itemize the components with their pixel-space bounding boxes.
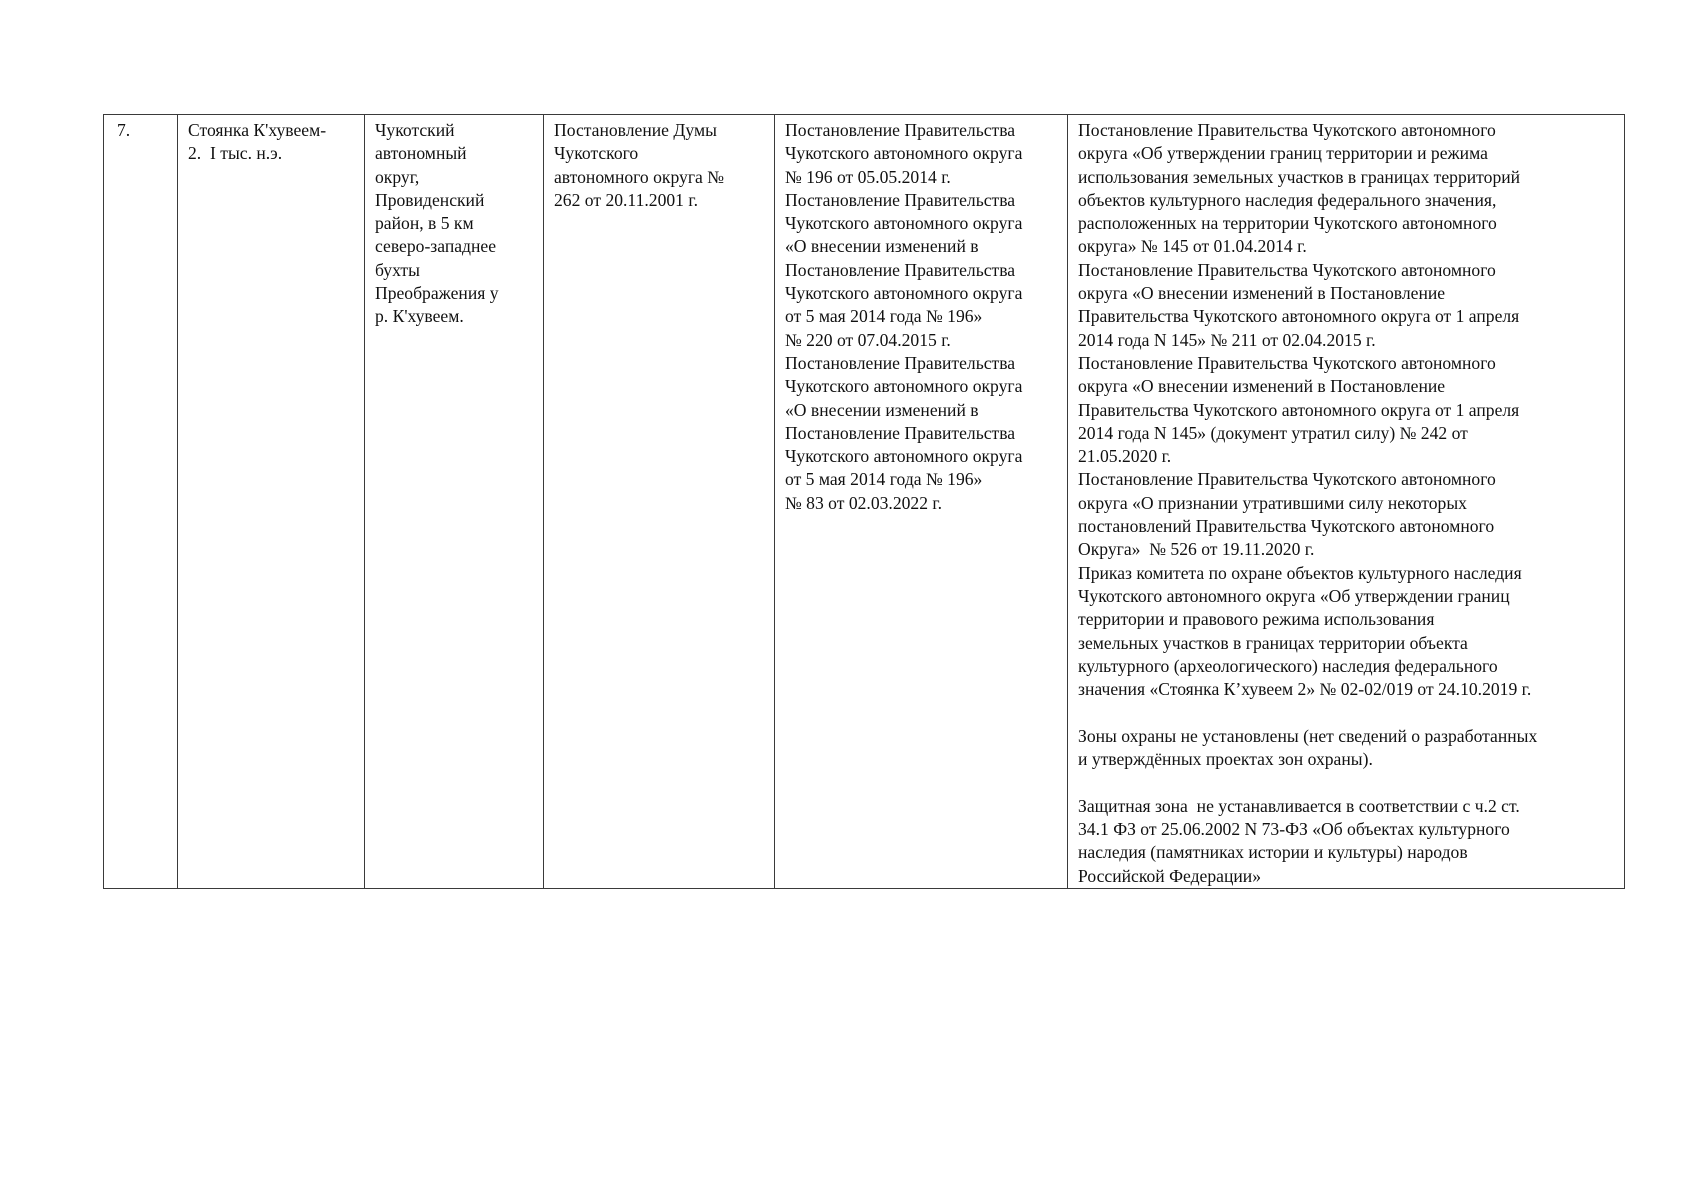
boundaries-line: использования земельных участков в границах территорий: [1078, 166, 1521, 187]
object-name-line: 2. I тыс. н.э.: [188, 143, 283, 164]
government-decree-line: Постановление Правительства: [785, 120, 1016, 140]
location-line: округ,: [375, 166, 420, 187]
zones-line: и утверждённых проектах зон охраны).: [1078, 749, 1373, 770]
boundaries-line: земельных участков в границах территории объекта: [1078, 632, 1468, 653]
boundaries-line: объектов культурного наследия федерального значения,: [1078, 189, 1497, 210]
government-decree-line: Чукотского автономного округа: [785, 213, 1023, 234]
protection-decision-line: 262 от 20.11.2001 г.: [554, 189, 698, 210]
government-decree-line: Чукотского автономного округа: [785, 283, 1023, 304]
government-decree-line: от 5 мая 2014 года № 196»: [785, 469, 983, 490]
boundaries-line: округа «О внесении изменений в Постановление: [1078, 376, 1446, 397]
location-line: Преображения у: [375, 283, 499, 304]
location-line: северо-западнее: [375, 236, 497, 257]
government-decree-line: Постановление Правительства: [785, 189, 1016, 210]
boundaries-line: постановлений Правительства Чукотского автономного: [1078, 516, 1495, 537]
boundaries-line: Правительства Чукотского автономного округа от 1 апреля: [1078, 399, 1520, 420]
government-decree-line: № 83 от 02.03.2022 г.: [785, 492, 943, 513]
boundaries-line: Постановление Правительства Чукотского автономного: [1078, 259, 1496, 280]
protection-decision-line: Постановление Думы: [554, 120, 717, 140]
boundaries-line: значения «Стоянка К’хувеем 2» № 02-02/019 от 24.10.2019 г.: [1078, 679, 1532, 700]
paragraph-gap: [1078, 701, 1616, 724]
boundaries-line: Приказ комитета по охране объектов культурного наследия: [1078, 562, 1522, 583]
row-number-cell: [104, 115, 178, 889]
protective-zone-line: 34.1 ФЗ от 25.06.2002 N 73-ФЗ «Об объектах культурного: [1078, 818, 1510, 839]
boundaries-line: Правительства Чукотского автономного округа от 1 апреля: [1078, 306, 1520, 327]
boundaries-line: 2014 года N 145» № 211 от 02.04.2015 г.: [1078, 329, 1376, 350]
zones-line: Зоны охраны не установлены (нет сведений о разработанных: [1078, 725, 1538, 746]
boundaries-line: округа «О внесении изменений в Постановление: [1078, 283, 1446, 304]
government-decree-line: «О внесении изменений в: [785, 399, 979, 420]
boundaries-line: округа «Об утверждении границ территории и режима: [1078, 143, 1488, 164]
boundaries-line: Чукотского автономного округа «Об утверждении границ: [1078, 585, 1510, 606]
government-decree-line: «О внесении изменений в: [785, 236, 979, 257]
boundaries-line: Постановление Правительства Чукотского автономного: [1078, 469, 1496, 490]
location-line: Провиденский: [375, 189, 485, 210]
government-decree-line: Постановление Правительства: [785, 422, 1016, 443]
boundaries-line: округа» № 145 от 01.04.2014 г.: [1078, 236, 1307, 257]
government-decree-line: № 220 от 07.04.2015 г.: [785, 329, 951, 350]
boundaries-line: 21.05.2020 г.: [1078, 446, 1172, 467]
government-decrees-cell: [775, 115, 1068, 889]
boundaries-line: культурного (археологического) наследия федерального: [1078, 655, 1498, 676]
boundaries-line: расположенных на территории Чукотского автономного: [1078, 213, 1497, 234]
protective-zone-line: наследия (памятниках истории и культуры) народов: [1078, 842, 1468, 863]
location-cell: [365, 115, 544, 889]
government-decree-line: Чукотского автономного округа: [785, 376, 1023, 397]
government-decree-line: от 5 мая 2014 года № 196»: [785, 306, 983, 327]
location-line: район, в 5 км: [375, 213, 474, 234]
location-line: р. К'хувеем.: [375, 306, 464, 327]
protection-decision-cell: [544, 115, 775, 889]
boundaries-line: 2014 года N 145» (документ утратил силу) № 242 от: [1078, 422, 1468, 443]
object-name-line: Стоянка К'хувеем-: [188, 120, 327, 140]
protection-decision-line: Чукотского: [554, 143, 639, 164]
location-line: Чукотский: [375, 120, 455, 140]
table-row: [104, 115, 1625, 889]
row-number: 7.: [117, 120, 131, 140]
government-decree-line: Чукотского автономного округа: [785, 143, 1023, 164]
boundaries-and-zones-cell: [1068, 115, 1625, 889]
paragraph-gap: [1078, 771, 1616, 794]
object-name-cell: [178, 115, 365, 889]
protective-zone-line: Российской Федерации»: [1078, 865, 1261, 886]
government-decree-line: Постановление Правительства: [785, 259, 1016, 280]
government-decree-line: Чукотского автономного округа: [785, 446, 1023, 467]
location-line: бухты: [375, 259, 420, 280]
boundaries-line: Постановление Правительства Чукотского автономного: [1078, 352, 1496, 373]
government-decree-line: Постановление Правительства: [785, 352, 1016, 373]
boundaries-line: территории и правового режима использования: [1078, 609, 1435, 630]
boundaries-line: Постановление Правительства Чукотского автономного: [1078, 120, 1496, 140]
heritage-registry-table: [103, 114, 1625, 889]
location-line: автономный: [375, 143, 467, 164]
boundaries-line: округа «О признании утратившими силу некоторых: [1078, 492, 1467, 513]
protection-decision-line: автономного округа №: [554, 166, 725, 187]
government-decree-line: № 196 от 05.05.2014 г.: [785, 166, 951, 187]
protective-zone-line: Защитная зона не устанавливается в соответствии с ч.2 ст.: [1078, 795, 1520, 816]
boundaries-line: Округа» № 526 от 19.11.2020 г.: [1078, 539, 1315, 560]
